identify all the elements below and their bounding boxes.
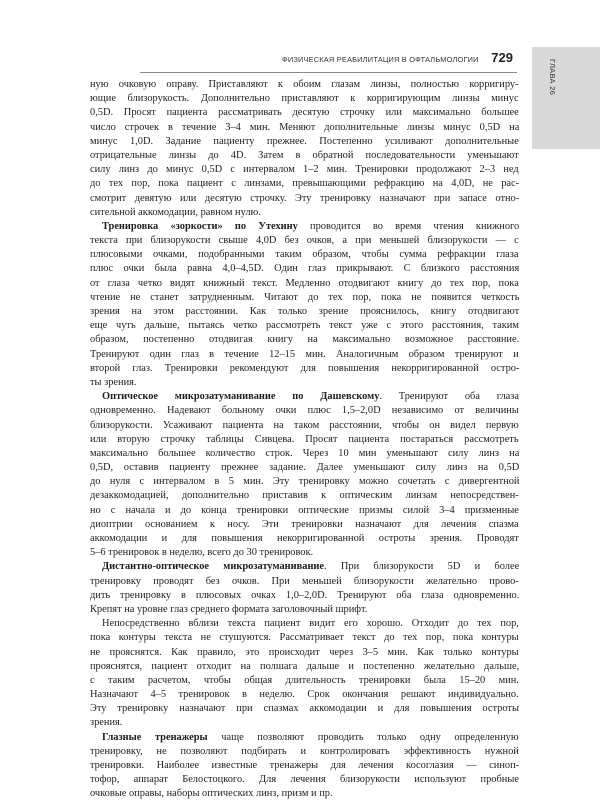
text-line [90,546,519,560]
text-line [90,262,519,276]
text-line [90,78,519,92]
text-run: сительной аккомодации, равном нулю. [90,206,261,218]
text-run: проводится во время чтения книжного [297,220,519,232]
text-line [90,745,519,759]
text-run: чаще позволяют проводить только одну определенную [207,731,519,743]
text-run: Крепят на уровне глаз среднего формата заголовочный шрифт. [90,603,368,615]
text-run: одновременно. Надевают больному очки плюс 1,5–2,0D независимо от величины [90,405,519,417]
text-line [90,277,519,291]
text-run: зрения. [90,717,123,729]
running-head: ФИЗИЧЕСКАЯ РЕАБИЛИТАЦИЯ В ОФТАЛЬМОЛОГИИ [282,55,479,64]
section-heading: Глазные тренажеры [102,731,208,743]
text-line [90,291,519,305]
text-line [90,532,519,546]
text-line [90,106,519,120]
text-run: еще чуть дальше, пытаясь четко рассмотреть текст уже с этого расстояния, таким [90,320,519,332]
text-run: образом, постепенно отодвигая книгу на максимально возможное расстояние. [90,334,519,346]
text-line [90,787,519,801]
text-run: аккомодации и для повышения некорригированной остроты зрения. Проводят [90,533,519,544]
chapter-tab [532,47,600,149]
section-heading: Тренировка «зоркости» по Утехину [102,220,298,232]
text-run: Тренируют один глаз в течение 12–15 мин. Аналогичным образом тренируют и [90,348,519,360]
text-run: близорукости. Усаживают пациента на таком расстоянии, чтобы он видел первую [90,419,519,431]
text-run: второй глаз. Тренировки рекомендуют для повышения некорригированной остро- [90,362,519,374]
section-heading: Дистантно-оптическое микрозатуманивание [102,561,325,573]
text-line [90,773,519,787]
text-run: . При близорукости 5D и более [324,561,519,573]
text-run: Непосредственно вблизи текста пациент видит его хорошо. Отходит до тех пор, [102,618,519,630]
text-run: 5–6 тренировок в неделю, всего до 30 тренировок. [90,547,314,559]
text-run: ющие близорукость. Дополнительно приставляют к корригирующим линзы минус [90,93,519,105]
text-run: чтение не станет затрудненным. Читают до тех пор, пока не появится четкость [90,291,519,303]
text-line [90,731,519,745]
text-run: Назначают 4–5 тренировок в неделю. Срок окончания решают индивидуально. [90,689,519,701]
text-run: прояснятся, пациент отходит на полшага дальше и постепенно желательно дальше, [90,660,519,672]
text-line [90,433,519,447]
text-line [90,419,519,433]
page-number: 729 [491,50,513,65]
text-run: число строчек в течение 3–4 мин. Меняют дополнительные линзы минус 0,5D на [90,121,519,133]
text-line [90,575,519,589]
text-line [90,461,519,475]
text-line [90,504,519,518]
text-run: отрицательные линзы до 4D. Затем в обратной последовательности уменьшают [90,149,519,161]
text-line [90,447,519,461]
text-run: диоптрии основанием к носу. Эти тренировки назначают для лечения спазма [90,518,519,530]
text-line [90,631,519,645]
text-line [90,305,519,319]
page-header [140,50,517,73]
text-run: минус 1,0D. Задание пациенту прежнее. Постепенно усиливают дополнительные [90,135,519,147]
text-line [90,177,519,191]
text-run: Эту тренировку назначают при спазмах аккомодации и для повышения остроты [90,703,519,715]
text-run: тофор, аппарат Белостоцкого. Для лечения близорукости используют пробные [90,774,519,786]
text-line [90,348,519,362]
text-line [90,646,519,660]
text-line [90,163,519,177]
text-run: дезаккомодацией, дополнительно приставив к оптическим линзам непосредствен- [90,490,519,502]
text-run: не прояснятся. Как правило, это происходит через 3–5 мин. Как только контуры [90,646,519,658]
text-line [90,603,519,617]
text-run: тренировку проводят без очков. При меньшей близорукости желательно прово- [90,575,519,587]
text-run: плюсовыми очками, подобранными таким образом, чтобы сумма рефракции глаза [90,249,519,261]
text-run: ную очковую оправу. Приставляют к обоим глазам линзы, полностью корригиру- [90,79,519,90]
text-line [90,92,519,106]
text-run: дить тренировку в плюсовых очках 1,0–2,0D. Тренируют оба глаза одновременно. [90,589,519,601]
text-line [90,121,519,135]
section-heading: Оптическое микрозатуманивание по Дашевскому [102,391,380,403]
text-line [90,688,519,702]
text-line [90,319,519,333]
text-run: тренировку, не позволяют подбирать и контролировать эффективность нужной [90,745,519,757]
text-line [90,489,519,503]
text-line [90,560,519,574]
text-line [90,248,519,262]
text-line [90,404,519,418]
text-line [90,362,519,376]
text-line [90,674,519,688]
text-line [90,206,519,220]
text-run: с таким расчетом, чтобы общая длительность тренировки была 15–20 мин. [90,674,519,686]
chapter-label: ГЛАВА 26 [548,59,557,96]
text-line [90,220,519,234]
text-run: но с начала и до конца тренировки оптические призмы силой 3–4 призменные [90,504,519,516]
text-run: до тех пор, пока пациент с линзами, превышающими рефракцию на 4,0D, не рас- [90,178,519,190]
text-run: до нуля с интервалом в 5 мин. Эту тренировку можно сочетать с дивергентной [90,476,519,488]
text-run: тренировки. Наиболее известные тренажеры для лечения косоглазия — синоп- [90,760,519,771]
text-line [90,135,519,149]
text-line [90,617,519,631]
text-run: . Тренируют оба глаза [379,391,519,403]
text-run: ты зрения. [90,376,137,388]
text-run: 0,5D. Просят пациента рассматривать десятую строчку или максимально большее [90,107,519,119]
text-line [90,234,519,248]
text-line [90,702,519,716]
text-line [90,759,519,773]
text-line [90,192,519,206]
text-line [90,518,519,532]
text-run: пока контуры текста не стушуются. Рассматривает текст до тех пор, пока контуры [90,632,519,644]
text-line [90,660,519,674]
text-line [90,475,519,489]
text-run: текста при близорукости свыше 4,0D без очков, а при меньшей близорукости — с [90,235,519,247]
text-run: 0,5D, оставив пациенту прежнее задание. Далее уменьшают силу линз на 0,5D [90,462,519,474]
text-run: силу линз до минус 0,5D с интервалом 1–2 мин. Тренировки продолжают 2–3 нед [90,164,519,176]
text-run: очковые оправы, наборы оптических линз, призм и пр. [90,788,333,800]
text-run: или вторую строчку таблицы Сивцева. Просят пациента постараться рассмотреть [90,433,519,445]
text-run: смотрит девятую или десятую строчку. Эту тренировку назначают при запасе отно- [90,192,519,204]
text-line [90,390,519,404]
body-text [90,78,519,802]
text-line [90,149,519,163]
text-line [90,376,519,390]
text-line [90,716,519,730]
text-run: плюс очки была равна 4,0–4,5D. Один глаз прикрывают. С близкого расстояния [90,263,519,275]
text-run: зрения на этом расстоянии. Как только зрение прояснилось, книгу отодвигают [90,306,519,317]
text-line [90,589,519,603]
text-run: от глаза четко видят книжный текст. Медленно отодвигают книгу до тех пор, пока [90,277,519,289]
text-line [90,333,519,347]
text-run: максимально большее количество строк. Через 10 мин уменьшают силу линз на [90,447,519,459]
